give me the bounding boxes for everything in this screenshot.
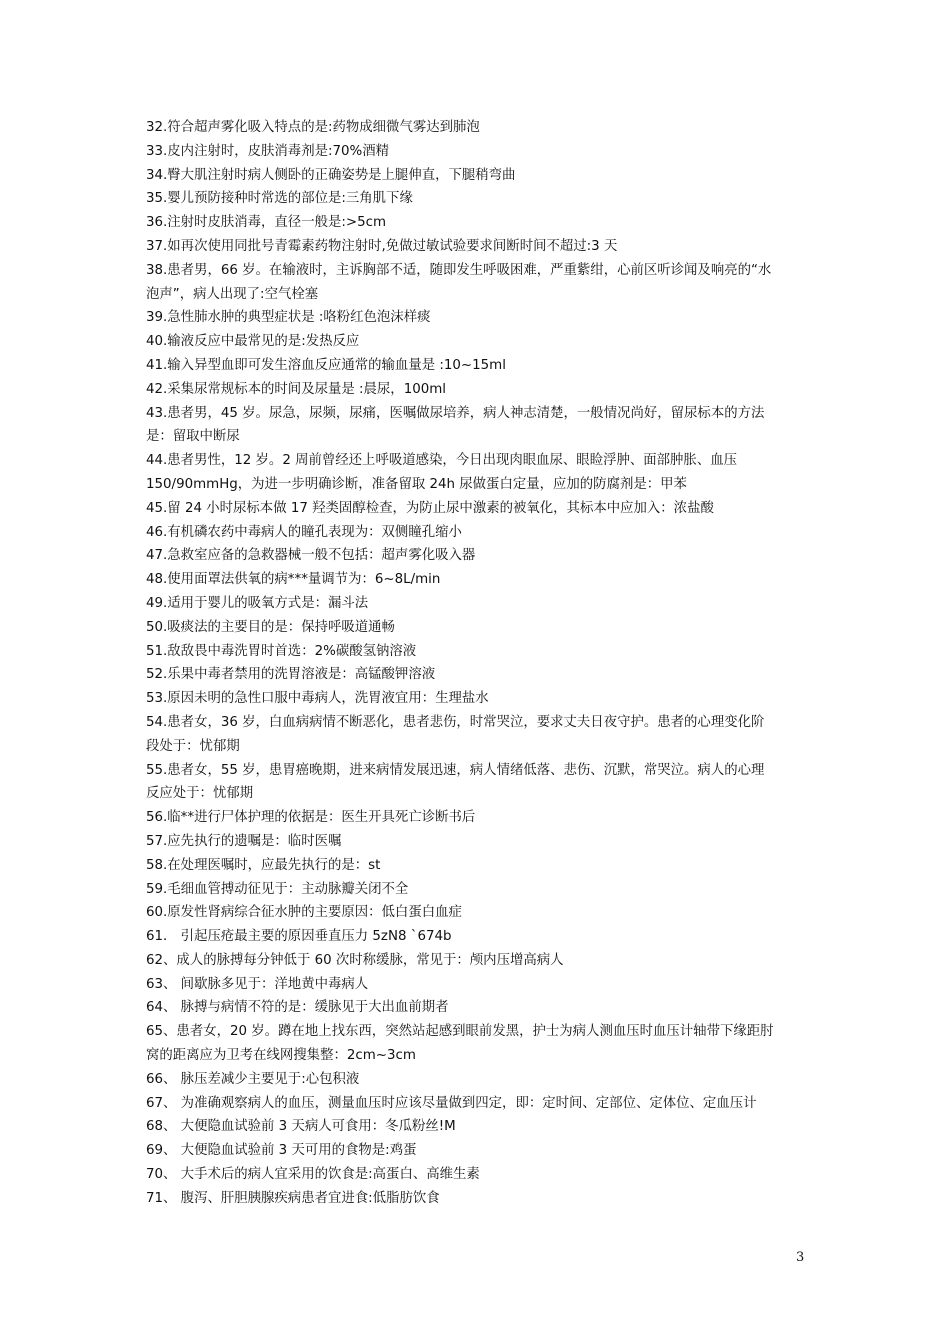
text-line: 36.注射时皮肤消毒，直径一般是:>5cm xyxy=(146,215,387,231)
text-line: 54.患者女，36 岁，白血病病情不断恶化，患者悲伤，时常哭泣，要求丈夫日夜守护。患者的心理变化阶 xyxy=(146,714,765,730)
text-line: 35.婴儿预防接种时常选的部位是:三角肌下缘 xyxy=(146,191,413,207)
text-line: 49.适用于婴儿的吸氧方式是：漏斗法 xyxy=(146,595,369,611)
text-line: 66、 脉压差减少主要见于:心包积液 xyxy=(146,1071,360,1087)
text-line: 56.临**进行尸体护理的依据是：医生开具死亡诊断书后 xyxy=(146,810,476,826)
text-line: 62、成人的脉搏每分钟低于 60 次时称缓脉，常见于：颅内压增高病人 xyxy=(146,952,564,968)
text-line: 反应处于：忧郁期 xyxy=(146,786,254,802)
text-line: 59.毛细血管搏动征见于：主动脉瓣关闭不全 xyxy=(146,881,409,897)
text-line: 是：留取中断尿 xyxy=(146,429,240,445)
text-line: 61． 引起压疮最主要的原因垂直压力 5zN8 `674b xyxy=(146,929,452,945)
text-line: 40.输液反应中最常见的是:发热反应 xyxy=(146,334,360,350)
text-line: 52.乐果中毒者禁用的洗胃溶液是：高锰酸钾溶液 xyxy=(146,667,436,683)
text-line: 58.在处理医嘱时，应最先执行的是：st xyxy=(146,857,381,873)
text-line: 51.敌敌畏中毒洗胃时首选：2%碳酸氢钠溶液 xyxy=(146,643,417,659)
text-line: 150/90mmHg，为进一步明确诊断，准备留取 24h 尿做蛋白定量，应加的防腐剂是：甲苯 xyxy=(146,476,687,492)
text-line: 42.采集尿常规标本的时间及尿量是 :晨尿，100ml xyxy=(146,381,447,397)
text-line: 34.臀大肌注射时病人侧卧的正确姿势是上腿伸直，下腿稍弯曲 xyxy=(146,167,516,183)
text-line: 43.患者男，45 岁。尿急，尿频，尿痛，医嘱做尿培养，病人神志清楚，一般情况尚好，留尿标本的方法 xyxy=(146,405,765,421)
text-line: 46.有机磷农药中毒病人的瞳孔表现为：双侧瞳孔缩小 xyxy=(146,524,462,540)
page-number: 3 xyxy=(796,1250,805,1265)
text-line: 41.输入异型血即可发生溶血反应通常的输血量是 :10~15ml xyxy=(146,357,506,373)
text-line: 段处于：忧郁期 xyxy=(146,738,240,754)
text-line: 57.应先执行的遗嘱是：临时医嘱 xyxy=(146,833,342,849)
text-line: 47.急救室应备的急救器械一般不包括：超声雾化吸入器 xyxy=(146,548,476,564)
text-line: 窝的距离应为卫考在线网搜集整：2cm~3cm xyxy=(146,1048,416,1064)
text-line: 38.患者男，66 岁。在输液时，主诉胸部不适，随即发生呼吸困难，严重紫绀，心前区听诊闻及响亮的“水 xyxy=(146,262,772,278)
text-line: 67、 为准确观察病人的血压，测量血压时应该尽量做到四定，即：定时间、定部位、定体位、定血压计 xyxy=(146,1095,757,1111)
text-line: 45.留 24 小时尿标本做 17 羟类固醇检查，为防止尿中激素的被氧化，其标本中应加入：浓盐酸 xyxy=(146,500,714,516)
text-line: 64、 脉搏与病情不符的是：缓脉见于大出血前期者 xyxy=(146,1000,449,1016)
text-line: 泡声”，病人出现了:空气栓塞 xyxy=(146,286,319,302)
text-line: 32.符合超声雾化吸入特点的是:药物成细微气雾达到肺泡 xyxy=(146,120,480,135)
text-line: 70、 大手术后的病人宜采用的饮食是:高蛋白、高维生素 xyxy=(146,1167,480,1183)
text-line: 53.原因未明的急性口服中毒病人，洗胃液宜用：生理盐水 xyxy=(146,691,489,707)
text-line: 33.皮内注射时，皮肤消毒剂是:70%酒精 xyxy=(146,143,390,159)
text-line: 60.原发性肾病综合征水肿的主要原因：低白蛋白血症 xyxy=(146,905,462,921)
text-line: 44.患者男性，12 岁。2 周前曾经还上呼吸道感染，今日出现肉眼血尿、眼睑浮肿、面部肿胀、血压 xyxy=(146,453,737,469)
text-line: 50.吸痰法的主要目的是：保持呼吸道通畅 xyxy=(146,619,395,635)
text-line: 63、 间歇脉多见于：洋地黄中毒病人 xyxy=(146,976,369,992)
text-line: 55.患者女，55 岁，患胃癌晚期，进来病情发展迅速，病人情绪低落、悲伤、沉默，常哭泣。病人的心理 xyxy=(146,762,765,778)
text-line: 71、 腹泻、肝胆胰腺疾病患者宜进食:低脂肪饮食 xyxy=(146,1190,440,1206)
text-line: 68、 大便隐血试验前 3 天病人可食用：冬瓜粉丝!M xyxy=(146,1119,456,1135)
document-body xyxy=(146,116,814,1211)
text-line: 48.使用面罩法供氧的病***量调节为：6~8L/min xyxy=(146,572,441,588)
text-line: 65、患者女，20 岁。蹲在地上找东西，突然站起感到眼前发黑，护士为病人测血压时血压计轴带下缘距肘 xyxy=(146,1024,774,1040)
text-line: 37.如再次使用同批号青霉素药物注射时,免做过敏试验要求间断时间不超过:3 天 xyxy=(146,238,618,254)
text-line: 39.急性肺水肿的典型症状是 :咯粉红色泡沫样痰 xyxy=(146,310,431,326)
text-line: 69、 大便隐血试验前 3 天可用的食物是:鸡蛋 xyxy=(146,1143,417,1159)
